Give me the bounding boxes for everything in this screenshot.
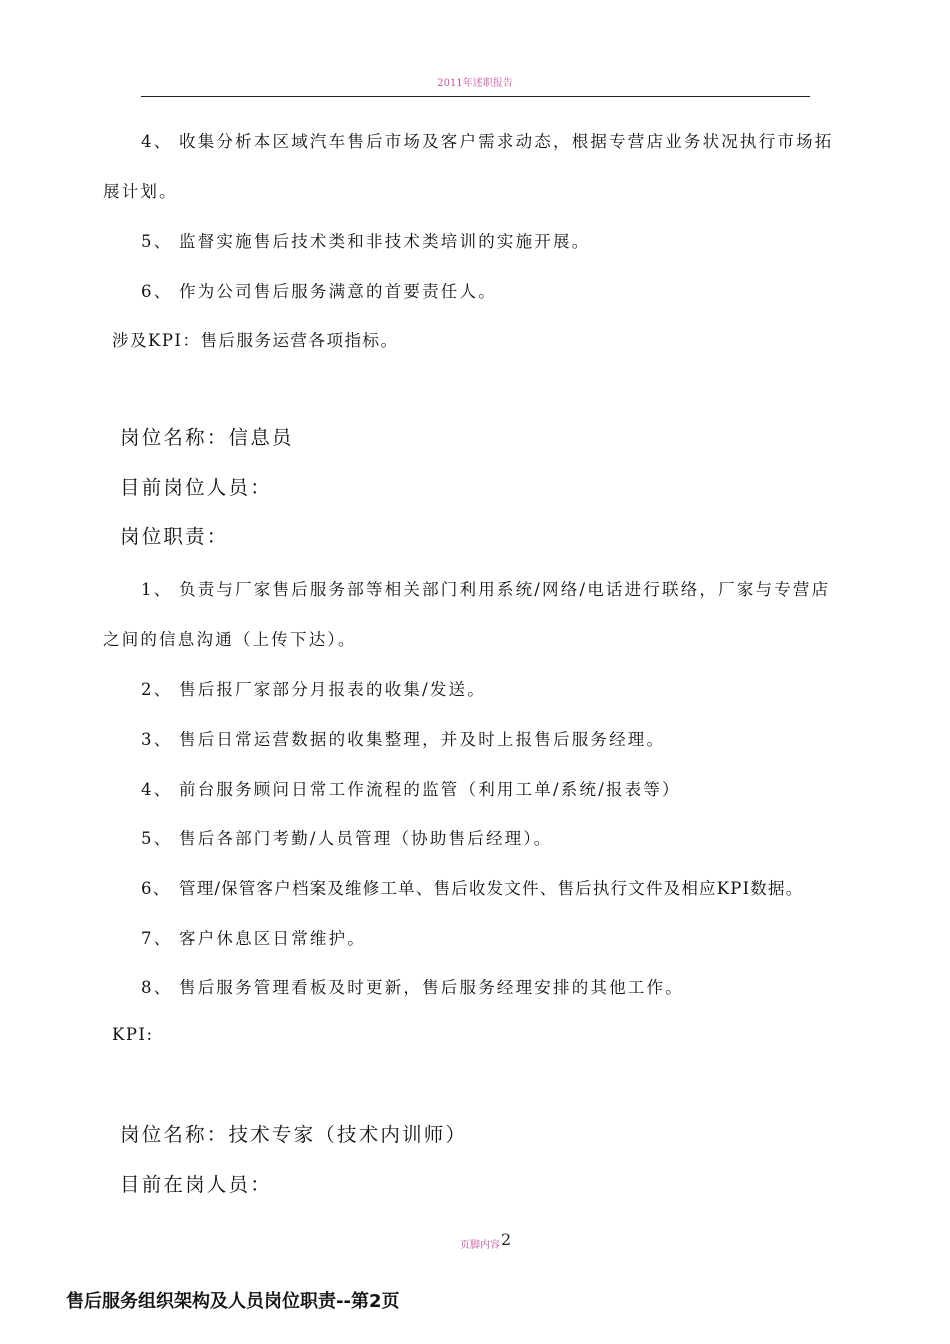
item-number: 7、 [141, 929, 173, 948]
list-item [141, 726, 665, 750]
kpi-line: KPI: [112, 1025, 154, 1044]
item-continuation: 展计划。 [103, 182, 178, 201]
item-number: 1、 [141, 580, 173, 599]
item-text: 前台服务顾问日常工作流程的监管（利用工单/系统/报表等） [179, 780, 681, 799]
list-item [141, 825, 553, 849]
item-number: 5、 [141, 232, 173, 251]
list-item [141, 278, 497, 302]
document-caption: 售后服务组织架构及人员岗位职责--第2页 [66, 1291, 400, 1312]
list-item [141, 228, 590, 252]
item-text: 售后服务管理看板及时更新，售后服务经理安排的其他工作。 [179, 978, 684, 997]
item-text: 监督实施售后技术类和非技术类培训的实施开展。 [179, 232, 591, 251]
item-text: 售后各部门考勤/人员管理（协助售后经理）。 [179, 829, 553, 848]
footer [460, 1230, 512, 1252]
list-item [141, 776, 681, 800]
header-title: 2011年述职报告 [437, 78, 513, 89]
position-name: 岗位名称：信息员 [120, 426, 294, 449]
list-item [141, 974, 684, 998]
item-number: 6、 [141, 282, 173, 301]
duties-heading: 岗位职责： [120, 525, 229, 548]
list-item [141, 576, 830, 600]
item-text: 售后报厂家部分月报表的收集/发送。 [179, 680, 486, 699]
position-name: 岗位名称：技术专家（技术内训师） [120, 1123, 468, 1146]
list-item [141, 875, 803, 899]
item-text: 售后日常运营数据的收集整理，并及时上报售后服务经理。 [179, 730, 666, 749]
list-item [141, 128, 834, 152]
item-text: 负责与厂家售后服务部等相关部门利用系统/网络/电话进行联络，厂家与专营店 [179, 580, 831, 599]
item-continuation: 之间的信息沟通（上传下达）。 [103, 630, 357, 649]
item-number: 4、 [141, 132, 173, 151]
item-number: 2、 [141, 680, 173, 699]
item-number: 6、 [141, 879, 171, 898]
item-number: 5、 [141, 829, 173, 848]
current-staff: 目前在岗人员： [120, 1173, 272, 1196]
header-divider [141, 96, 810, 97]
item-number: 3、 [141, 730, 173, 749]
item-text: 客户休息区日常维护。 [179, 929, 366, 948]
item-text: 收集分析本区域汽车售后市场及客户需求动态，根据专营店业务状况执行市场拓 [179, 132, 834, 151]
item-text: 作为公司售后服务满意的首要责任人。 [179, 282, 497, 301]
item-number: 4、 [141, 780, 173, 799]
page-number: 2 [501, 1230, 512, 1249]
footer-label: 页脚内容 [460, 1240, 500, 1251]
item-text: 管理/保管客户档案及维修工单、售后收发文件、售后执行文件及相应KPI数据。 [179, 879, 804, 898]
current-staff: 目前岗位人员： [120, 476, 272, 499]
kpi-line: 涉及KPI：售后服务运营各项指标。 [112, 331, 399, 350]
list-item [141, 676, 486, 700]
item-number: 8、 [141, 978, 173, 997]
list-item [141, 925, 366, 949]
